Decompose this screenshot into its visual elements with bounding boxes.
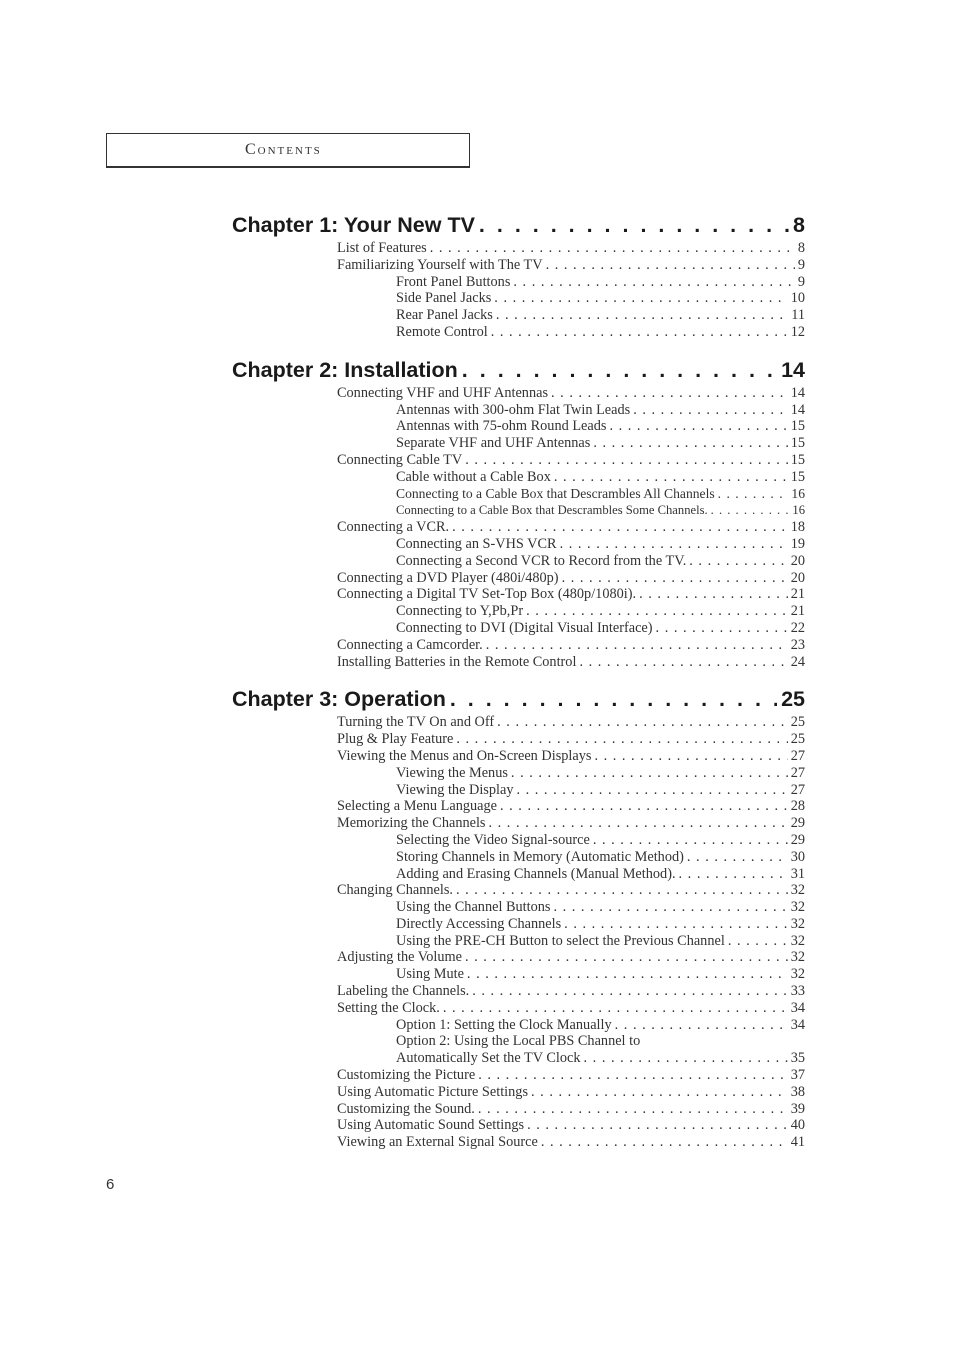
- toc-entry-page: 28: [790, 798, 805, 815]
- toc-entry-text: Cable without a Cable Box: [396, 468, 551, 485]
- toc-entry-text: Turning the TV On and Off: [337, 714, 495, 731]
- dot-leader: [639, 586, 788, 603]
- toc-entry-page: 16: [791, 485, 805, 501]
- toc-entry-page: 15: [790, 418, 805, 435]
- toc-entry-text: Connecting to a Cable Box that Descrambles All Channels: [396, 485, 715, 501]
- toc-entry-text: Viewing the Menus and On-Screen Displays: [337, 747, 592, 764]
- toc-entry-page: 20: [790, 552, 805, 569]
- chapter-page: 14: [781, 357, 805, 382]
- toc-entry: [232, 469, 805, 486]
- toc-entry: [232, 882, 805, 899]
- toc-entry: [232, 536, 805, 553]
- dot-leader: [584, 1050, 788, 1067]
- toc-entry-text: Connecting a Camcorder.: [337, 636, 483, 653]
- dot-leader: [494, 290, 787, 307]
- toc-entry-page: 38: [790, 1083, 805, 1100]
- toc-entry: [232, 519, 805, 536]
- toc-entry-page: 37: [790, 1067, 805, 1084]
- toc-entry-page: 25: [790, 731, 805, 748]
- toc-entry-text: Directly Accessing Channels: [396, 915, 562, 932]
- toc-entry: [232, 570, 805, 587]
- toc-entry: [232, 637, 805, 654]
- toc-entry-text: Using the PRE-CH Button to select the Previous Channel: [396, 932, 725, 949]
- toc-entry: [232, 1000, 805, 1017]
- dot-leader: [430, 240, 795, 257]
- toc-entry-text: Connecting a Second VCR to Record from the TV.: [396, 552, 687, 569]
- toc-entry-text: Option 1: Setting the Clock Manually: [396, 1016, 612, 1033]
- toc-entry-text: Automatically Set the TV Clock: [396, 1050, 581, 1067]
- toc-entry-page: 24: [790, 653, 805, 670]
- toc-entry: [232, 307, 805, 324]
- toc-entry: [232, 324, 805, 341]
- toc-entry-text: Connecting a DVD Player (480i/480p): [337, 569, 559, 586]
- dot-leader: [594, 748, 787, 765]
- dot-leader: [579, 654, 787, 671]
- toc-entry-text: Labeling the Channels.: [337, 983, 470, 1000]
- chapter-section: [232, 210, 805, 341]
- toc-entry-text: Memorizing the Channels: [337, 815, 486, 832]
- toc-entry-page: 30: [790, 848, 805, 865]
- toc-entry-page: 33: [790, 983, 805, 1000]
- toc-entry-text: Front Panel Buttons: [396, 273, 511, 290]
- toc-entry: [232, 502, 805, 519]
- dot-leader: [456, 882, 788, 899]
- dot-leader: [554, 469, 788, 486]
- dot-leader: [615, 1017, 788, 1034]
- toc-entry-text: Connecting an S-VHS VCR: [396, 535, 557, 552]
- dot-leader: [491, 324, 788, 341]
- toc-entry: [232, 1134, 805, 1151]
- toc-entry-page: 21: [790, 603, 805, 620]
- toc-entry-text: Selecting the Video Signal-source: [396, 831, 590, 848]
- toc-entry-page: 9: [797, 256, 805, 273]
- chapter-heading: [232, 684, 805, 714]
- toc-entry-page: 34: [790, 1016, 805, 1033]
- toc-entry-text: Viewing the Display: [396, 781, 514, 798]
- toc-entry: [232, 933, 805, 950]
- chapter-title: Chapter 2: Installation: [232, 357, 458, 382]
- toc-entry-text: Remote Control: [396, 323, 488, 340]
- toc-entry-page: 29: [790, 831, 805, 848]
- toc-entry-page: 15: [790, 451, 805, 468]
- toc-entry-page: 8: [797, 240, 805, 256]
- toc-entry-text: Installing Batteries in the Remote Control: [337, 653, 577, 670]
- dot-leader: [450, 684, 777, 714]
- toc-entry-text: Rear Panel Jacks: [396, 307, 493, 324]
- toc-entry-page: 19: [790, 535, 805, 552]
- dot-leader: [551, 385, 788, 402]
- toc-entry: [232, 916, 805, 933]
- toc-entry-page: 39: [790, 1100, 805, 1117]
- toc-entry: [232, 849, 805, 866]
- dot-leader: [452, 519, 788, 536]
- toc-entry-page: 25: [790, 714, 805, 731]
- toc-entry-text: Customizing the Sound.: [337, 1100, 475, 1117]
- toc-entry-page: 23: [790, 636, 805, 653]
- toc-entry: [232, 274, 805, 291]
- toc-entry: [232, 983, 805, 1000]
- dot-leader: [633, 402, 787, 419]
- toc-entry-page: 32: [790, 899, 805, 916]
- contents-header-box: [106, 133, 470, 168]
- toc-entry-text: Option 2: Using the Local PBS Channel to: [396, 1033, 641, 1050]
- dot-leader: [478, 1101, 788, 1118]
- dot-leader: [467, 966, 788, 983]
- toc-entry-page: 32: [790, 882, 805, 899]
- contents-title: Contents: [245, 141, 322, 158]
- dot-leader: [486, 637, 788, 654]
- toc-entry-text: Connecting a Digital TV Set-Top Box (480p/1080i).: [337, 586, 637, 603]
- dot-leader: [546, 257, 795, 274]
- toc-entry: [232, 866, 805, 883]
- chapter-title: Chapter 3: Operation: [232, 687, 446, 712]
- dot-leader: [500, 798, 788, 815]
- toc-entry: [232, 1033, 805, 1050]
- toc-entry-page: 32: [790, 932, 805, 949]
- toc-entry-page: 32: [790, 915, 805, 932]
- toc-entry-text: Storing Channels in Memory (Automatic Method): [396, 848, 684, 865]
- toc-entry: [232, 654, 805, 671]
- toc-entry-page: 27: [790, 781, 805, 798]
- table-of-contents: [232, 210, 805, 1151]
- toc-entry-page: 11: [791, 307, 805, 324]
- toc-entry-page: 20: [790, 569, 805, 586]
- toc-entry-page: 14: [790, 401, 805, 418]
- toc-entry-page: 16: [792, 503, 805, 518]
- dot-leader: [526, 603, 788, 620]
- toc-entry: [232, 1050, 805, 1067]
- dot-leader: [656, 620, 788, 637]
- dot-leader: [472, 983, 787, 1000]
- dot-leader: [527, 1117, 788, 1134]
- toc-entry-page: 22: [790, 619, 805, 636]
- toc-entry-text: Plug & Play Feature: [337, 731, 454, 748]
- toc-entry: [232, 240, 805, 257]
- chapter-page: 8: [793, 213, 805, 237]
- toc-entry: [232, 949, 805, 966]
- toc-entry: [232, 620, 805, 637]
- toc-entry: [232, 815, 805, 832]
- toc-entry-page: 31: [790, 865, 805, 882]
- toc-entry-text: Customizing the Picture: [337, 1067, 476, 1084]
- toc-entry: [232, 966, 805, 983]
- toc-entry-text: Connecting Cable TV: [337, 451, 463, 468]
- toc-entry: [232, 603, 805, 620]
- dot-leader: [462, 355, 777, 385]
- dot-leader: [443, 1000, 788, 1017]
- toc-entry: [232, 748, 805, 765]
- toc-entry: [232, 257, 805, 274]
- toc-entry-text: Familiarizing Yourself with The TV: [337, 256, 543, 273]
- dot-leader: [513, 274, 794, 291]
- toc-entry-text: Side Panel Jacks: [396, 290, 492, 307]
- toc-entry-text: Using Automatic Sound Settings: [337, 1117, 525, 1134]
- toc-entry: [232, 290, 805, 307]
- toc-entry-page: 9: [797, 273, 805, 290]
- page-number: 6: [106, 1176, 115, 1193]
- toc-entry-page: 32: [790, 966, 805, 983]
- toc-entry-text: Setting the Clock.: [337, 999, 440, 1016]
- toc-entry: [232, 553, 805, 570]
- toc-entry: [232, 435, 805, 452]
- dot-leader: [496, 307, 788, 324]
- toc-entry-page: 14: [790, 384, 805, 401]
- dot-leader: [478, 1067, 788, 1084]
- toc-entry-page: 15: [790, 468, 805, 485]
- toc-entry-page: 27: [790, 747, 805, 764]
- toc-entry-text: Separate VHF and UHF Antennas: [396, 435, 591, 452]
- toc-entry-text: Using Automatic Picture Settings: [337, 1083, 529, 1100]
- toc-entry-text: Selecting a Menu Language: [337, 798, 497, 815]
- chapter-section: [232, 355, 805, 671]
- dot-leader: [531, 1084, 788, 1101]
- toc-entry-text: Connecting to DVI (Digital Visual Interface): [396, 619, 653, 636]
- dot-leader: [718, 486, 789, 503]
- toc-entry-page: 35: [790, 1050, 805, 1067]
- dot-leader: [497, 714, 788, 731]
- toc-entry-text: Adjusting the Volume: [337, 949, 462, 966]
- chapter-heading: [232, 210, 805, 240]
- dot-leader: [728, 933, 788, 950]
- toc-entry-page: 27: [790, 764, 805, 781]
- toc-entry-page: 41: [790, 1134, 805, 1151]
- dot-leader: [711, 502, 790, 519]
- dot-leader: [541, 1134, 788, 1151]
- dot-leader: [593, 435, 787, 452]
- toc-entry-text: Antennas with 300-ohm Flat Twin Leads: [396, 401, 631, 418]
- toc-entry-page: 21: [790, 586, 805, 603]
- chapter-title: Chapter 1: Your New TV: [232, 213, 475, 237]
- dot-leader: [609, 418, 787, 435]
- dot-leader: [465, 452, 787, 469]
- chapter-heading: [232, 355, 805, 385]
- toc-entry: [232, 452, 805, 469]
- dot-leader: [564, 916, 788, 933]
- toc-entry-page: 10: [790, 290, 805, 307]
- toc-entry-text: Viewing an External Signal Source: [337, 1134, 538, 1151]
- dot-leader: [687, 849, 788, 866]
- dot-leader: [679, 866, 788, 883]
- chapter-section: [232, 684, 805, 1151]
- toc-entry: [232, 486, 805, 503]
- toc-entry: [232, 899, 805, 916]
- toc-entry: [232, 765, 805, 782]
- toc-entry: [232, 1101, 805, 1118]
- dot-leader: [553, 899, 787, 916]
- toc-entry: [232, 586, 805, 603]
- dot-leader: [465, 949, 788, 966]
- toc-entry-text: Connecting to Y,Pb,Pr: [396, 603, 524, 620]
- chapter-page: 25: [781, 687, 805, 712]
- toc-entry-page: 32: [790, 949, 805, 966]
- toc-entry-text: Antennas with 75-ohm Round Leads: [396, 418, 607, 435]
- toc-entry-page: 18: [790, 519, 805, 536]
- dot-leader: [560, 536, 788, 553]
- toc-entry: [232, 731, 805, 748]
- toc-entry: [232, 782, 805, 799]
- toc-entry-text: Connecting to a Cable Box that Descrambles Some Channels.: [396, 503, 708, 518]
- toc-entry: [232, 402, 805, 419]
- toc-entry: [232, 798, 805, 815]
- toc-entry-text: Adding and Erasing Channels (Manual Method).: [396, 865, 676, 882]
- toc-entry: [232, 1017, 805, 1034]
- toc-entry-page: 29: [790, 815, 805, 832]
- toc-entry: [232, 385, 805, 402]
- dot-leader: [456, 731, 787, 748]
- dot-leader: [593, 832, 788, 849]
- toc-entry: [232, 832, 805, 849]
- toc-entry-text: Connecting VHF and UHF Antennas: [337, 384, 549, 401]
- toc-entry-text: Using Mute: [396, 966, 464, 983]
- dot-leader: [479, 210, 789, 240]
- dot-leader: [516, 782, 787, 799]
- toc-entry-text: Using the Channel Buttons: [396, 899, 551, 916]
- dot-leader: [562, 570, 788, 587]
- toc-entry-page: 34: [790, 999, 805, 1016]
- dot-leader: [511, 765, 788, 782]
- toc-entry: [232, 418, 805, 435]
- toc-entry-text: List of Features: [337, 240, 427, 256]
- toc-entry-text: Viewing the Menus: [396, 764, 508, 781]
- dot-leader: [689, 553, 787, 570]
- toc-entry-page: 40: [790, 1117, 805, 1134]
- toc-entry: [232, 1084, 805, 1101]
- toc-entry: [232, 1067, 805, 1084]
- dot-leader: [489, 815, 788, 832]
- toc-entry-text: Changing Channels.: [337, 882, 453, 899]
- toc-entry: [232, 1117, 805, 1134]
- toc-entry-page: 15: [790, 435, 805, 452]
- toc-entry-text: Connecting a VCR.: [337, 519, 450, 536]
- toc-entry: [232, 714, 805, 731]
- toc-entry-page: 12: [790, 323, 805, 340]
